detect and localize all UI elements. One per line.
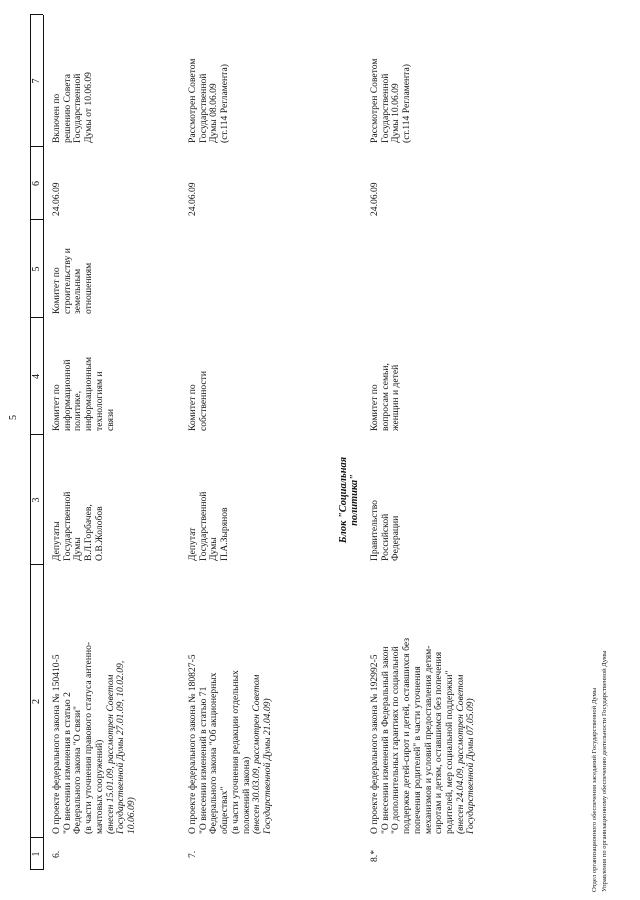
col-number-3: 3 xyxy=(31,497,42,503)
row-8-committee: Комитет по вопросам семьи, женщин и детей xyxy=(369,363,402,431)
footer-directorate: Управления по организационному обеспечению деятельности Государственной Думы xyxy=(601,650,608,892)
row-8-status: Рассмотрен Советом Государственной Думы 10.06.09 (ст.114 Регламента) xyxy=(369,58,413,143)
section-heading: Блок "Социальная политика" xyxy=(338,456,360,544)
row-6-co-committee: Комитет по строительству и земельным отношениям xyxy=(51,248,95,314)
footer-department: Отдел организационного обеспечения заседаний Государственной Думы xyxy=(591,687,598,892)
col-number-4: 4 xyxy=(31,374,42,379)
col-number-7: 7 xyxy=(31,78,42,84)
row-7-date: 24.06.09 xyxy=(187,182,198,216)
row-7-number: 7. xyxy=(187,850,198,858)
row-6-title: О проекте федерального закона № 150410-5 "О внесении изменения в статью 2 Федерального закона "О связи" (в части уточнения правового статуса антенно- мачтовых сооружений) xyxy=(51,641,105,834)
row-6-number: 6. xyxy=(51,850,62,858)
row-7-committee: Комитет по собственности xyxy=(187,370,209,431)
col-number-2: 2 xyxy=(31,699,42,704)
row-6-date: 24.06.09 xyxy=(51,182,62,216)
row-7-initiator: Депутат Государственной Думы П.А.Зырянов xyxy=(187,491,231,561)
col-number-1: 1 xyxy=(31,851,42,857)
row-6-committee: Комитет по информационной политике, информационным технологиям и связи xyxy=(51,356,116,431)
row-7-title-block xyxy=(188,568,274,834)
row-8-date: 24.06.09 xyxy=(369,182,380,216)
col-number-6: 6 xyxy=(31,181,42,186)
row-8-number: 8.* xyxy=(369,850,380,862)
row-6-note: (внесен 15.01.09, рассмотрен Советом Государственной Думы 27.01.09, 10.02.09, 10.06.09) xyxy=(104,660,137,834)
row-8-title: О проекте федерального закона № 192992-5 "О внесении изменений в Федеральный закон "О дополнительных гарантиях по социальной поддержке детей-сирот и детей, оставшихся без попечения родителей" в части уточнения механизмов и условий предоставления детям- сиротам и детям, оставшимся без попечения родителей, мер социальной поддержки" xyxy=(369,637,455,834)
row-7-title: О проекте федерального закона № 180827-5 "О внесении изменений в статью 71 Федерального закона "Об акционерных обществах" (в части уточнения редакции отдельных положений закона) xyxy=(187,654,252,834)
row-6-title-block xyxy=(52,568,138,834)
table-header-divider xyxy=(43,15,44,870)
row-7-note: (внесен 30.03.09, рассмотрен Советом Государственной Думы 21.04.09) xyxy=(251,674,273,834)
row-7-status: Рассмотрен Советом Государственной Думы 08.06.09 (ст.114 Регламента) xyxy=(187,58,231,143)
row-8-title-block xyxy=(370,568,477,834)
page-number: 5 xyxy=(8,415,19,420)
row-6-initiator: Депутаты Государственной Думы В.Л.Горбачев, О.В.Жолобов xyxy=(51,491,105,561)
col-number-5: 5 xyxy=(31,266,42,272)
row-6-status: Включен по решению Совета Государственной Думы от 10.06.09 xyxy=(51,72,95,143)
row-8-note: (внесен 24.04.09, рассмотрен Советом Государственной Думы 07.05.09) xyxy=(454,674,477,834)
row-8-initiator: Правительство Российской Федерации xyxy=(369,500,402,561)
